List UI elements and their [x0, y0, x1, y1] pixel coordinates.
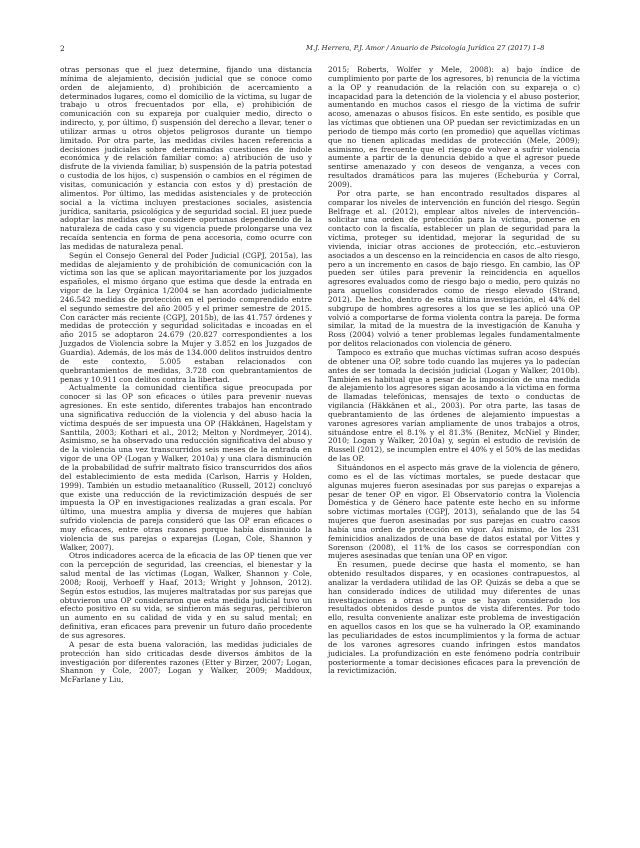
paragraph: A pesar de esta buena valoración, las medidas judiciales de protección han sido criticadas desde diversos ámbitos de la investigación por diferentes razones (Etter y Birzer, 2007; Logan, Shannon y Cole, 2007; Logan y Walker, 2009; Maddoux, McFarlane y Liu,: [60, 639, 312, 685]
paragraph: Situándonos en el aspecto más grave de la violencia de género, como es el de las víctimas mortales, se puede destacar que algunas mujeres fueron asesinadas por sus parejas o exparejas a pesar de tener OP en vigor. El Observatorio contra la Violencia Doméstica y de Género hace patente este hecho en su informe sobre víctimas mortales (CGPJ, 2013), señalando que de las 54 mujeres que fueron asesinadas por sus parejas en cuatro casos había una orden de protección en vigor. Así mismo, de los 231 feminicidios analizados de una base de datos estatal por Vittes y Sorenson (2008), el 11% de los casos se correspondían con mujeres asesinadas que tenían una OP en vigor.: [328, 462, 580, 561]
paragraph: Según el Consejo General del Poder Judicial (CGPJ, 2015a), las medidas de alejamiento y de prohibición de comunicación con la víctima son las que se aplican mayoritariamente por los juzgados españoles, el mismo órgano que estima que desde la entrada en vigor de la Ley Orgánica 1/2004 se han acordado judicialmente 246.542 medidas de protección en el periodo comprendido entre el segundo semestre del año 2005 y el primer semestre de 2015. Con carácter más reciente (CGPJ, 2015b), de las 41.757 órdenes y medidas de protección y seguridad solicitadas e incoadas en el año 2015 se adoptaron 24.679 (20.827 correspondientes a los Juzgados de Violencia sobre la Mujer y 3.852 en los Juzgados de Guardia). Además, de los más de 134.000 delitos instruidos dentro de este contexto, 5.005 estaban relacionados con quebrantamientos de medidas, 3.728 con quebrantamientos de penas y 10.911 con delitos contra la libertad.: [60, 250, 312, 384]
paragraph: 2015; Roberts, Wolfer y Mele, 2008): a) bajo índice de cumplimiento por parte de los agresores, b) renuncia de la víctima a la OP y reanudación de la relación con su expareja o c) incapacidad para la detención de la violencia y el abuso posterior, aumentando en muchos casos el riesgo de la víctima de sufrir acoso, amenazas o abusos físicos. En este sentido, es posible que las víctimas que obtienen una OP puedan ser revictimizadas en un periodo de tiempo más corto (en promedio) que aquellas víctimas que no tienen aplicadas medidas de protección (Mele, 2009); asimismo, es frecuente que el riesgo de volver a sufrir violencia aumente a partir de la denuncia debido a que el agresor puede sentirse amenazado y con deseos de venganza, a veces con resultados dramáticos para las mujeres (Echeburúa y Corral, 2009).: [328, 65, 580, 189]
running-head: M.J. Herrera, P.J. Amor / Anuario de Psicología Jurídica 27 (2017) 1–8: [306, 44, 545, 52]
page-header: [0, 44, 640, 58]
paragraph: En resumen, puede decirse que hasta el momento, se han obtenido resultados dispares, y en ocasiones contrapuestos, al analizar la verdadera utilidad de las OP. Quizás se deba a que se han considerado índices de utilidad muy diferentes de unas investigaciones a otras o a que se hayan considerado los resultados obtenidos desde puntos de vista diferentes. Por todo ello, resulta conveniente analizar este problema de investigación en aquellos casos en los que se ha vulnerado la OP, examinando las peculiaridades de estos incumplimientos y la forma de actuar de los varones agresores cuando infringen estos mandatos judiciales. La profundización en este fenómeno podría contribuir posteriormente a tomar decisiones eficaces para la prevención de la revictimización.: [328, 560, 580, 676]
right-column: [328, 66, 580, 676]
paragraph: otras personas que el juez determine, fijando una distancia mínima de alejamiento, decisión judicial que se conoce como orden de alejamiento, d) prohibición de acercamiento a determinados lugares, como el domicilio de la víctima, su lugar de trabajo u otros frecuentados por ella, e) prohibición de comunicación con su expareja por cualquier medio, directo o indirecto, y, por último, f) suspensión del derecho a llevar, tener o utilizar armas u otros objetos peligrosos durante un tiempo limitado. Por otra parte, las medidas civiles hacen referencia a decisiones judiciales sobre determinadas cuestiones de índole económica y de relación familiar como: a) atribución de uso y disfrute de la vivienda familiar, b) suspensión de la patria potestad o custodia de los hijos, c) suspensión o cambios en el régimen de visitas, comunicación y estancia con estos y d) prestación de alimentos. Por último, las medidas asistenciales y de protección social a la víctima incluyen prestaciones sociales, asistencia jurídica, sanitaria, psicológica y de seguridad social. El juez puede adoptar las medidas que considere oportunas dependiendo de la naturaleza de cada caso y su vigencia puede prolongarse una vez recaída sentencia en forma de pena accesoria, como ocurre con las medidas de naturaleza penal.: [60, 65, 312, 251]
paragraph: Por otra parte, se han encontrado resultados dispares al comparar los niveles de intervención en función del riesgo. Según Belfrage et al. (2012), emplear altos niveles de intervención–solicitar una orden de protección para la víctima, ponerse en contacto con la fiscalía, establecer un plan de seguridad para la víctima, proteger su identidad, mejorar la seguridad de su vivienda, iniciar otras acciones de protección, etc.–estuvieron asociados a un descenso en la reincidencia en casos de alto riesgo, pero a un incremento en casos de bajo riesgo. En cambio, las OP pueden ser útiles para prevenir la reincidencia en aquellos agresores evaluados como de riesgo bajo o medio, pero quizás no para aquellos considerados como de riesgo elevado (Strand, 2012). De hecho, dentro de esta última investigación, el 44% del subgrupo de hombres agresores a los que se les aplicó una OP volvió a comportarse de forma violenta contra la pareja. De forma similar, la mitad de la muestra de la investigación de Kanuha y Ross (2004) volvió a tener problemas legales fundamentalmente por delitos relacionados con violencia de género.: [328, 188, 580, 349]
paragraph: Actualmente la comunidad científica sigue preocupada por conocer si las OP son eficaces o útiles para prevenir nuevas agresiones. En este sentido, diferentes trabajos han encontrado una significativa reducción de la violencia y del abuso hacia la víctima después de ser impuesta una OP (Häkkänen, Hagelstam y Santtila, 2003; Kothari et al., 2012; Melton y Nordmeyer, 2014). Asimismo, se ha observado una reducción significativa del abuso y de la violencia una vez transcurridos seis meses de la entrada en vigor de una OP (Logan y Walker, 2010a) y una clara disminución de la probabilidad de sufrir maltrato físico transcurridos dos años del establecimiento de esta medida (Carlson, Harris y Holden, 1999). También un estudio metaanalítico (Russell, 2012) concluyó que existe una reducción de la revictimización después de ser impuesta la OP en investigaciones realizadas a gran escala. Por último, una muestra amplia y diversa de mujeres que habían sufrido violencia de pareja consideró que las OP eran eficaces o muy eficaces, entre otras razones porque había disminuido la violencia de sus parejas o exparejas (Logan, Cole, Shannon y Walker, 2007).: [60, 383, 312, 552]
paragraph: Tampoco es extraño que muchas víctimas sufran acoso después de obtener una OP, sobre todo cuando las mujeres ya lo padecían antes de ser tomada la decisión judicial (Logan y Walker, 2010b). También es habitual que a pesar de la imposición de una medida de alejamiento los agresores sigan acosando a la víctima en forma de llamadas telefónicas, mensajes de texto o conductas de vigilancia (Häkkänen et al., 2003). Por otra parte, las tasas de quebrantamiento de las órdenes de alejamiento impuestas a varones agresores varían ampliamente de unos trabajos a otros, situándose entre el 8.1% y el 81.3% (Benitez, McNiel y Binder, 2010; Logan y Walker, 2010a) y, según el estudio de revisión de Russell (2012), se incumplen entre el 40% y el 50% de las medidas de las OP.: [328, 348, 580, 464]
left-column: [60, 66, 312, 685]
paragraph: Otros indicadores acerca de la eficacia de las OP tienen que ver con la percepción de seguridad, las creencias, el bienestar y la salud mental de las víctimas (Logan, Walker, Shannon y Cole, 2008; Rooij, Verhoeff y Haaf, 2013; Wright y Johnson, 2012). Según estos estudios, las mujeres maltratadas por sus parejas que obtuvieron una OP consideraron que esta medida judicial tuvo un efecto positivo en su vida, se sintieron más seguras, percibieron un aumento en su calidad de vida y en su salud mental; en definitiva, eran eficaces para prevenir un futuro daño procedente de sus agresores.: [60, 551, 312, 640]
page-number: 2: [60, 44, 65, 53]
